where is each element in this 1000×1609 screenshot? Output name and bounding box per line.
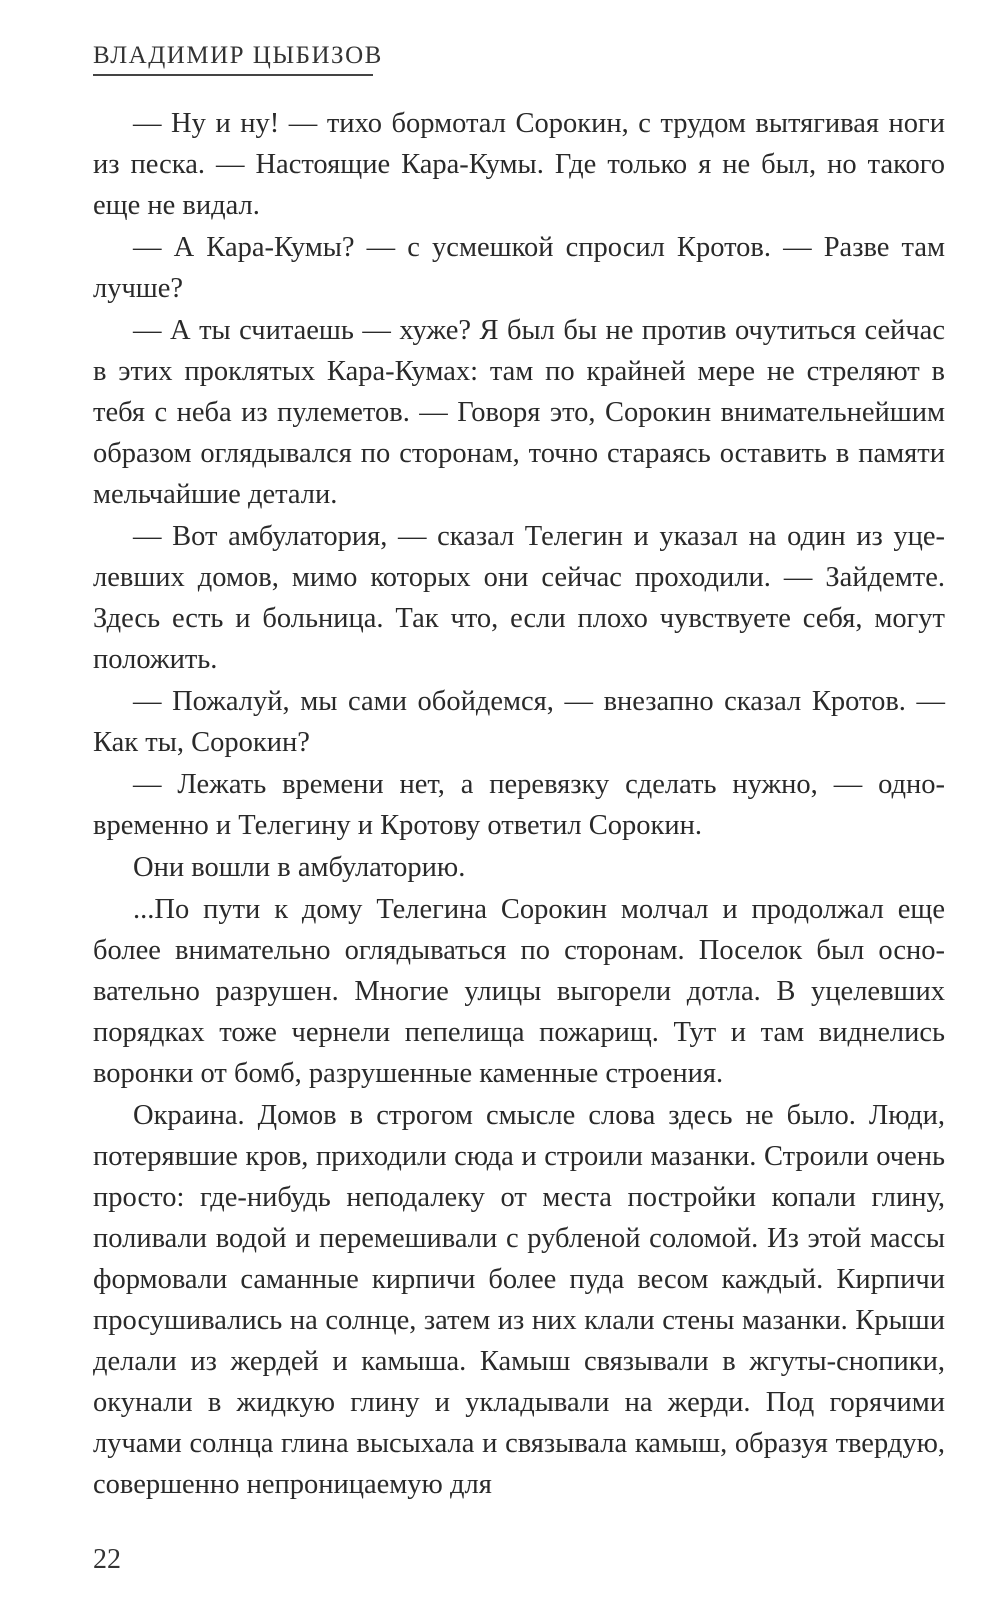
paragraph: — Пожалуй, мы сами обойдемся, — внезапно сказал Кротов. — Как ты, Сорокин? [93,686,945,758]
paragraph: — А ты считаешь — хуже? Я был бы не против очутиться сейчас в этих проклятых Кара-Кумах: там по крайней мере не стреляют в тебя с неба из пулеметов. — Говоря это, Сорокин внимательнейшим образом оглядывался по сторонам, точно стараясь оставить в памяти мельчайшие детали. [93,315,945,510]
running-head-underline [93,74,373,76]
paragraph: — Лежать времени нет, а перевязку сделать нужно, — одновременно и Телегину и Кротову ответил Сорокин. [93,769,945,841]
paragraph: — А Кара-Кумы? — с усмешкой спросил Кротов. — Разве там лучше? [93,232,945,304]
paragraph: ...По пути к дому Телегина Сорокин молчал и продолжал еще более внимательно оглядываться по сторонам. Поселок был основательно разрушен. Многие улицы выгорели дотла. В уцелевших порядках тоже чернели пепелища пожарищ. Тут и там виднелись воронки от бомб, разрушенные каменные строения. [93,894,945,1089]
body-text [93,103,945,1505]
paragraph: Окраина. Домов в строгом смысле слова здесь не было. Люди, потерявшие кров, приходили сюда и строили мазанки. Строили очень просто: где-нибудь неподалеку от места постройки копали глину, поливали водой и перемешивали с рубленой соломой. Из этой массы формовали саманные кирпичи более пуда весом каждый. Кирпичи просушивались на солнце, затем из них клали стены мазанки. Крыши делали из жердей и камыша. Камыш связывали в жгуты-снопики, окунали в жидкую глину и укладывали на жерди. Под горячими лучами солнца глина высыхала и связывала камыш, образуя твердую, совершенно непроницаемую для [93,1100,945,1500]
page-number: 22 [93,1544,121,1575]
paragraph: — Ну и ну! — тихо бормотал Сорокин, с трудом вытягивая ноги из песка. — Настоящие Кара-Кумы. Где только я не был, но такого еще не видал. [93,108,945,221]
paragraph: Они вошли в амбулаторию. [133,852,466,883]
running-head-author: ВЛАДИМИР ЦЫБИЗОВ [93,42,383,69]
paragraph: — Вот амбулатория, — сказал Телегин и указал на один из уцелевших домов, мимо которых они сейчас проходили. — Зайдемте. Здесь есть и больница. Так что, если плохо чувствуете себя, могут положить. [93,521,945,675]
